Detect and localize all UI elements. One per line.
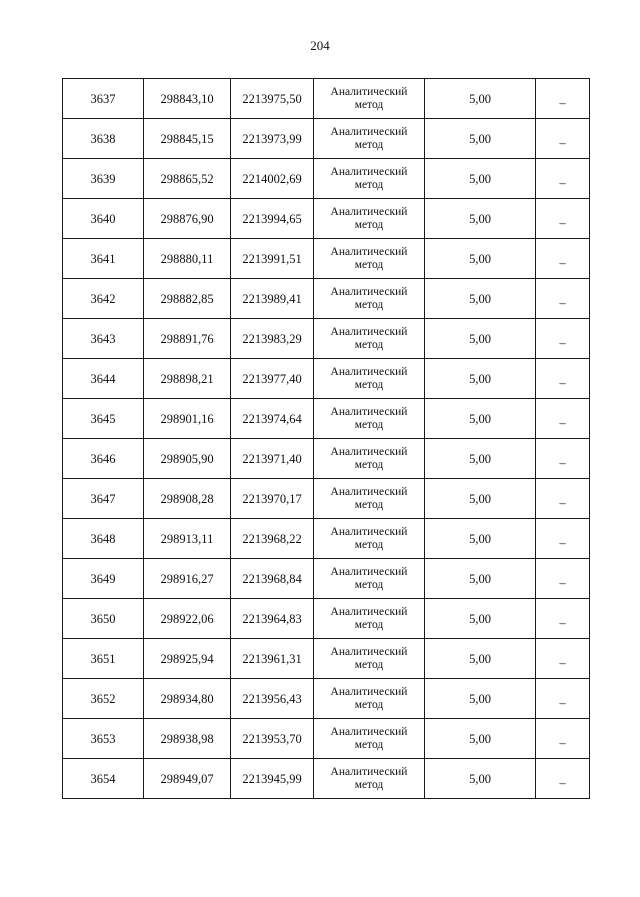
x-coordinate-cell: 298934,80 (144, 679, 231, 719)
method-line-2: метод (354, 338, 384, 351)
method-cell (314, 559, 425, 599)
y-coordinate-cell: 2213968,22 (231, 519, 314, 559)
method-cell (314, 719, 425, 759)
note-dash: – (559, 175, 566, 190)
y-coordinate-cell: 2213970,17 (231, 479, 314, 519)
y-coordinate-cell: 2213983,29 (231, 319, 314, 359)
x-coordinate-cell: 298938,98 (144, 719, 231, 759)
x-coordinate-cell: 298905,90 (144, 439, 231, 479)
y-coordinate-cell: 2213989,41 (231, 279, 314, 319)
method-line-2: метод (354, 698, 384, 711)
y-coordinate-cell: 2213977,40 (231, 359, 314, 399)
method-cell (314, 519, 425, 559)
page-number: 204 (310, 38, 330, 53)
table-row (63, 199, 590, 239)
method-line-2: метод (354, 778, 384, 791)
note-cell (536, 679, 590, 719)
method-cell (314, 399, 425, 439)
note-cell (536, 119, 590, 159)
error-cell: 5,00 (425, 79, 536, 119)
note-cell (536, 199, 590, 239)
method-cell (314, 759, 425, 799)
note-dash: – (559, 495, 566, 510)
point-number-cell: 3644 (63, 359, 144, 399)
note-cell (536, 639, 590, 679)
method-line-1: Аналитический (330, 125, 408, 138)
note-cell (536, 79, 590, 119)
method-line-2: метод (354, 178, 384, 191)
error-cell: 5,00 (425, 399, 536, 439)
error-cell: 5,00 (425, 279, 536, 319)
method-line-2: метод (354, 538, 384, 551)
table-row (63, 119, 590, 159)
y-coordinate-cell: 2213968,84 (231, 559, 314, 599)
point-number-cell: 3638 (63, 119, 144, 159)
method-cell (314, 119, 425, 159)
x-coordinate-cell: 298913,11 (144, 519, 231, 559)
x-coordinate-cell: 298922,06 (144, 599, 231, 639)
table-row (63, 239, 590, 279)
point-number-cell: 3653 (63, 719, 144, 759)
table-row (63, 479, 590, 519)
note-dash: – (559, 95, 566, 110)
error-cell: 5,00 (425, 319, 536, 359)
x-coordinate-cell: 298901,16 (144, 399, 231, 439)
error-cell: 5,00 (425, 639, 536, 679)
note-cell (536, 599, 590, 639)
error-cell: 5,00 (425, 199, 536, 239)
point-number-cell: 3642 (63, 279, 144, 319)
note-cell (536, 559, 590, 599)
method-line-2: метод (354, 458, 384, 471)
method-cell (314, 359, 425, 399)
point-number-cell: 3650 (63, 599, 144, 639)
note-dash: – (559, 535, 566, 550)
x-coordinate-cell: 298916,27 (144, 559, 231, 599)
error-cell: 5,00 (425, 719, 536, 759)
method-line-1: Аналитический (330, 725, 408, 738)
table-row (63, 439, 590, 479)
method-cell (314, 599, 425, 639)
x-coordinate-cell: 298865,52 (144, 159, 231, 199)
note-dash: – (559, 735, 566, 750)
point-number-cell: 3641 (63, 239, 144, 279)
method-line-1: Аналитический (330, 645, 408, 658)
x-coordinate-cell: 298925,94 (144, 639, 231, 679)
y-coordinate-cell: 2213975,50 (231, 79, 314, 119)
method-line-2: метод (354, 658, 384, 671)
error-cell: 5,00 (425, 519, 536, 559)
method-line-2: метод (354, 218, 384, 231)
x-coordinate-cell: 298880,11 (144, 239, 231, 279)
error-cell: 5,00 (425, 679, 536, 719)
note-dash: – (559, 615, 566, 630)
note-dash: – (559, 775, 566, 790)
point-number-cell: 3652 (63, 679, 144, 719)
y-coordinate-cell: 2213971,40 (231, 439, 314, 479)
x-coordinate-cell: 298898,21 (144, 359, 231, 399)
table-row (63, 599, 590, 639)
note-cell (536, 359, 590, 399)
table-row (63, 719, 590, 759)
note-dash: – (559, 575, 566, 590)
note-cell (536, 439, 590, 479)
table-row (63, 279, 590, 319)
note-dash: – (559, 415, 566, 430)
y-coordinate-cell: 2213973,99 (231, 119, 314, 159)
method-line-1: Аналитический (330, 445, 408, 458)
note-cell (536, 239, 590, 279)
error-cell: 5,00 (425, 239, 536, 279)
point-number-cell: 3647 (63, 479, 144, 519)
method-line-2: метод (354, 618, 384, 631)
method-cell (314, 439, 425, 479)
x-coordinate-cell: 298876,90 (144, 199, 231, 239)
method-cell (314, 279, 425, 319)
error-cell: 5,00 (425, 159, 536, 199)
note-dash: – (559, 255, 566, 270)
note-dash: – (559, 295, 566, 310)
y-coordinate-cell: 2213956,43 (231, 679, 314, 719)
point-number-cell: 3640 (63, 199, 144, 239)
table-row (63, 759, 590, 799)
note-cell (536, 479, 590, 519)
note-dash: – (559, 655, 566, 670)
table-row (63, 79, 590, 119)
method-cell (314, 239, 425, 279)
note-cell (536, 519, 590, 559)
method-line-1: Аналитический (330, 365, 408, 378)
method-line-1: Аналитический (330, 245, 408, 258)
method-line-2: метод (354, 138, 384, 151)
note-cell (536, 159, 590, 199)
x-coordinate-cell: 298882,85 (144, 279, 231, 319)
point-number-cell: 3649 (63, 559, 144, 599)
method-line-1: Аналитический (330, 605, 408, 618)
method-line-1: Аналитический (330, 525, 408, 538)
method-cell (314, 199, 425, 239)
table-row (63, 319, 590, 359)
method-line-1: Аналитический (330, 205, 408, 218)
point-number-cell: 3643 (63, 319, 144, 359)
error-cell: 5,00 (425, 479, 536, 519)
method-line-1: Аналитический (330, 765, 408, 778)
point-number-cell: 3651 (63, 639, 144, 679)
method-line-2: метод (354, 418, 384, 431)
y-coordinate-cell: 2213991,51 (231, 239, 314, 279)
table-row (63, 639, 590, 679)
note-cell (536, 759, 590, 799)
method-line-2: метод (354, 498, 384, 511)
point-number-cell: 3639 (63, 159, 144, 199)
error-cell: 5,00 (425, 559, 536, 599)
method-line-2: метод (354, 298, 384, 311)
method-cell (314, 319, 425, 359)
y-coordinate-cell: 2213945,99 (231, 759, 314, 799)
note-cell (536, 719, 590, 759)
note-dash: – (559, 695, 566, 710)
error-cell: 5,00 (425, 759, 536, 799)
note-dash: – (559, 455, 566, 470)
x-coordinate-cell: 298908,28 (144, 479, 231, 519)
method-cell (314, 79, 425, 119)
method-line-1: Аналитический (330, 485, 408, 498)
method-line-2: метод (354, 578, 384, 591)
error-cell: 5,00 (425, 359, 536, 399)
point-number-cell: 3646 (63, 439, 144, 479)
method-cell (314, 679, 425, 719)
method-cell (314, 639, 425, 679)
method-line-1: Аналитический (330, 285, 408, 298)
note-dash: – (559, 135, 566, 150)
coordinates-table (62, 78, 590, 799)
method-line-1: Аналитический (330, 405, 408, 418)
table-row (63, 559, 590, 599)
y-coordinate-cell: 2213964,83 (231, 599, 314, 639)
error-cell: 5,00 (425, 599, 536, 639)
point-number-cell: 3645 (63, 399, 144, 439)
x-coordinate-cell: 298845,15 (144, 119, 231, 159)
y-coordinate-cell: 2213961,31 (231, 639, 314, 679)
y-coordinate-cell: 2213953,70 (231, 719, 314, 759)
y-coordinate-cell: 2213974,64 (231, 399, 314, 439)
y-coordinate-cell: 2213994,65 (231, 199, 314, 239)
error-cell: 5,00 (425, 119, 536, 159)
point-number-cell: 3637 (63, 79, 144, 119)
x-coordinate-cell: 298949,07 (144, 759, 231, 799)
note-cell (536, 319, 590, 359)
method-line-1: Аналитический (330, 165, 408, 178)
table-body (63, 79, 590, 799)
table-row (63, 519, 590, 559)
method-line-1: Аналитический (330, 325, 408, 338)
method-line-1: Аналитический (330, 685, 408, 698)
method-cell (314, 479, 425, 519)
note-cell (536, 399, 590, 439)
note-dash: – (559, 375, 566, 390)
method-line-2: метод (354, 258, 384, 271)
note-cell (536, 279, 590, 319)
method-line-2: метод (354, 378, 384, 391)
method-cell (314, 159, 425, 199)
error-cell: 5,00 (425, 439, 536, 479)
table-row (63, 159, 590, 199)
method-line-1: Аналитический (330, 565, 408, 578)
table-row (63, 679, 590, 719)
method-line-2: метод (354, 738, 384, 751)
note-dash: – (559, 215, 566, 230)
x-coordinate-cell: 298843,10 (144, 79, 231, 119)
table-row (63, 399, 590, 439)
y-coordinate-cell: 2214002,69 (231, 159, 314, 199)
x-coordinate-cell: 298891,76 (144, 319, 231, 359)
point-number-cell: 3648 (63, 519, 144, 559)
note-dash: – (559, 335, 566, 350)
method-line-1: Аналитический (330, 85, 408, 98)
point-number-cell: 3654 (63, 759, 144, 799)
table-row (63, 359, 590, 399)
method-line-2: метод (354, 98, 384, 111)
